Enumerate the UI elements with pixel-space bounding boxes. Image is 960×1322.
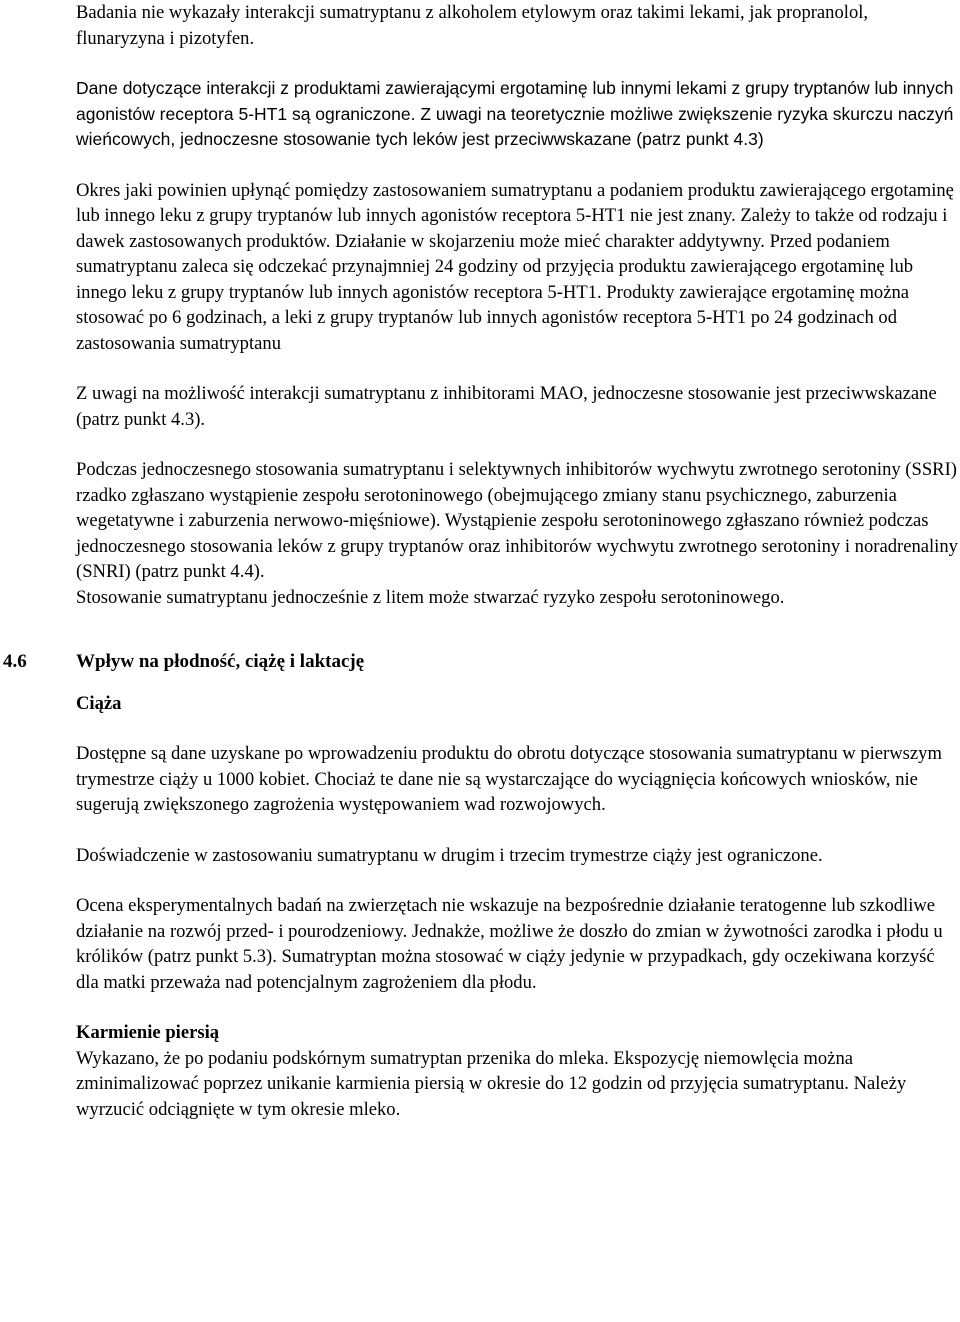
section-heading xyxy=(3,649,960,675)
paragraph-interval: Okres jaki powinien upłynąć pomiędzy zastosowaniem sumatryptanu a podaniem produktu zawierającego ergotaminę lub innego leku z grupy tryptanów lub innych agonistów receptora 5-HT1 nie jest znany. Zależy to także od rodzaju i dawek zastosowanych produktów. Działanie w skojarzeniu może mieć charakter addytywny. Przed podaniem sumatryptanu zaleca się odczekać przynajmniej 24 godziny od przyjęcia produktu zawierającego ergotaminę lub innego leku z grupy tryptanów lub innych agonistów receptora 5-HT1. Produkty zawierające ergotaminę można stosować po 6 godzinach, a leki z grupy tryptanów lub innych agonistów receptora 5-HT1 po 24 godzinach od zastosowania sumatryptanu xyxy=(76,179,954,354)
paragraph-pregnancy-experience: Doświadczenie w zastosowaniu sumatryptanu w drugim i trzecim trymestrze ciąży jest ograniczone. xyxy=(76,844,823,866)
paragraph-mao: Z uwagi na możliwość interakcji sumatryptanu z inhibitorami MAO, jednoczesne stosowanie jest przeciwwskazane (patrz punkt 4.3). xyxy=(76,383,937,430)
subheading-karmienie: Karmienie piersią xyxy=(76,1022,220,1043)
paragraph-ergotamine-data: Dane dotyczące interakcji z produktami zawierającymi ergotaminę lub innymi lekami z grupy tryptanów lub innych agonistów receptora 5-HT1 są ograniczone. Z uwagi na teoretycznie możliwe zwiększenie ryzyka skurczu naczyń wieńcowych, jednoczesne stosowanie tych leków jest przeciwwskazane (patrz punkt 4.3) xyxy=(76,78,954,149)
paragraph-animal-studies: Ocena eksperymentalnych badań na zwierzętach nie wskazuje na bezpośrednie działanie teratogenne lub szkodliwe działanie na rozwój przed- i pourodzeniowy. Jednakże, możliwe że doszło do zmian w żywotności zarodka i płodu u królików (patrz punkt 5.3). Sumatryptan można stosować w ciąży jedynie w przypadkach, gdy oczekiwana korzyść dla matki przeważa nad potencjalnym zagrożeniem dla płodu. xyxy=(76,895,943,993)
paragraph-ssri: Podczas jednoczesnego stosowania sumatryptanu i selektywnych inhibitorów wychwytu zwrotnego serotoniny (SSRI) rzadko zgłaszano wystąpienie zespołu serotoninowego (obejmującego zmiany stanu psychicznego, zaburzenia wegetatywne i zaburzenia nerwowo-mięśniowe). Wystąpienie zespołu serotoninowego zgłaszano również podczas jednoczesnego stosowania leków z grupy tryptanów oraz inhibitorów wychwytu zwrotnego serotoniny i noradrenaliny (SNRI) (patrz punkt 4.4). xyxy=(76,459,958,582)
paragraph-interactions-alcohol: Badania nie wykazały interakcji sumatryptanu z alkoholem etylowym oraz takimi lekami, jak propranolol, flunaryzyna i pizotyfen. xyxy=(76,2,869,49)
section-number: 4.6 xyxy=(3,651,27,672)
document-page xyxy=(3,0,960,1122)
paragraph-lithium: Stosowanie sumatryptanu jednocześnie z litem może stwarzać ryzyko zespołu serotoninowego. xyxy=(76,586,785,608)
paragraph-pregnancy-data: Dostępne są dane uzyskane po wprowadzeniu produktu do obrotu dotyczące stosowania sumatryptanu w pierwszym trymestrze ciąży u 1000 kobiet. Chociaż te dane nie są wystarczające do wyciągnięcia końcowych wniosków, nie sugerują zwiększonego zagrożenia występowaniem wad rozwojowych. xyxy=(76,743,942,815)
section-title: Wpływ na płodność, ciążę i laktację xyxy=(76,651,365,672)
subheading-ciaza: Ciąża xyxy=(76,692,122,714)
paragraph-breastfeeding: Wykazano, że po podaniu podskórnym sumatryptan przenika do mleka. Ekspozycję niemowlęcia można zminimalizować poprzez unikanie karmienia piersią w okresie do 12 godzin od przyjęcia sumatryptanu. Należy wyrzucić odciągnięte w tym okresie mleko. xyxy=(76,1047,907,1120)
